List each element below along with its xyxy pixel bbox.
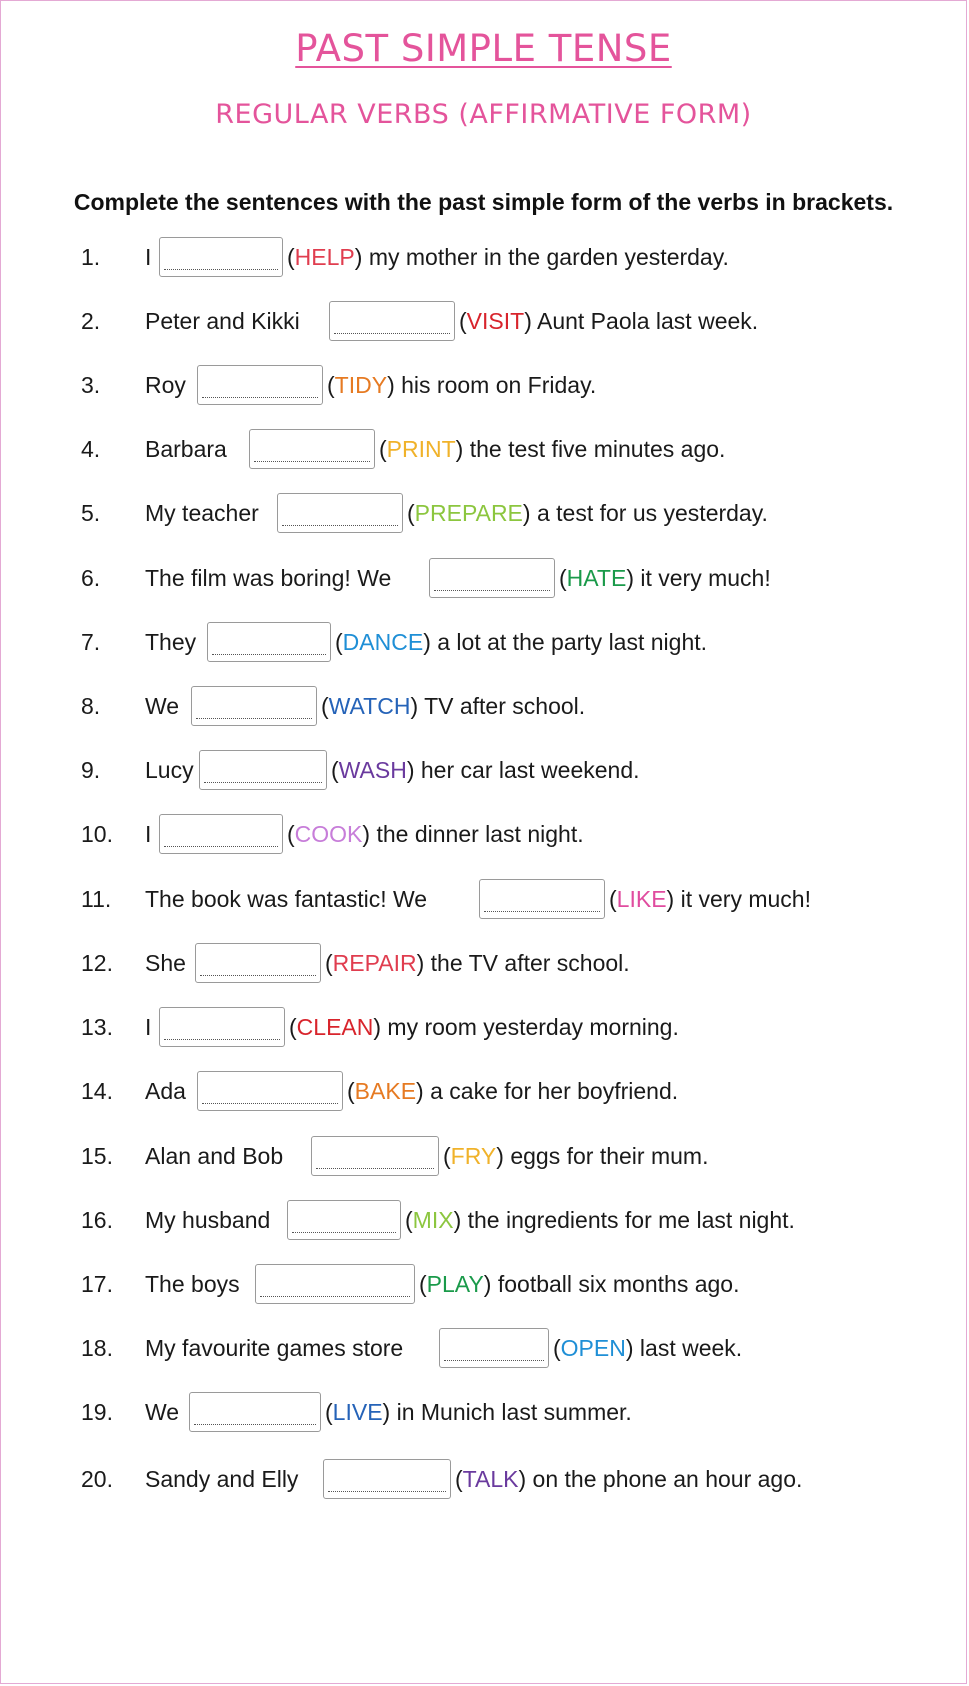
sentence-rest: on the phone an hour ago. xyxy=(526,1466,803,1492)
exercise-item xyxy=(1,495,968,531)
sentence-end: (HELP) my mother in the garden yesterday. xyxy=(287,244,729,270)
sentence-start: Roy xyxy=(145,372,186,398)
sentence-rest: a test for us yesterday. xyxy=(530,500,768,526)
answer-input[interactable] xyxy=(287,1200,401,1240)
sentence-start: Alan and Bob xyxy=(145,1143,284,1169)
item-number: 8. xyxy=(81,693,101,719)
sentence-end: (PRINT) the test five minutes ago. xyxy=(379,436,726,462)
sentence-end: (PREPARE) a test for us yesterday. xyxy=(407,500,768,526)
item-number: 11. xyxy=(81,886,112,912)
verb-in-brackets: PLAY xyxy=(426,1271,484,1297)
answer-input[interactable] xyxy=(439,1328,549,1368)
worksheet-title: PAST SIMPLE TENSE xyxy=(295,27,672,70)
item-number: 4. xyxy=(81,436,101,462)
verb-in-brackets: DANCE xyxy=(342,629,424,655)
sentence-rest: TV after school. xyxy=(418,693,586,719)
verb-in-brackets: COOK xyxy=(294,821,363,847)
sentence-end: (VISIT) Aunt Paola last week. xyxy=(459,308,759,334)
answer-input[interactable] xyxy=(207,622,331,662)
sentence-start: The film was boring! We xyxy=(145,565,392,591)
exercise-item xyxy=(1,881,968,917)
sentence-end: (WATCH) TV after school. xyxy=(321,693,586,719)
item-number: 13. xyxy=(81,1014,113,1040)
sentence-start: We xyxy=(145,1399,180,1425)
verb-in-brackets: BAKE xyxy=(354,1078,417,1104)
sentence-end: (TIDY) his room on Friday. xyxy=(327,372,597,398)
verb-in-brackets: WASH xyxy=(338,757,407,783)
item-number: 18. xyxy=(81,1335,113,1361)
exercise-item xyxy=(1,1330,968,1366)
sentence-end: (CLEAN) my room yesterday morning. xyxy=(289,1014,679,1040)
answer-input[interactable] xyxy=(159,237,283,277)
answer-input[interactable] xyxy=(195,943,321,983)
sentence-rest: the TV after school. xyxy=(424,950,630,976)
verb-in-brackets: PREPARE xyxy=(414,500,523,526)
answer-input[interactable] xyxy=(323,1459,451,1499)
sentence-end: (LIKE) it very much! xyxy=(609,886,811,912)
exercise-item xyxy=(1,816,968,852)
sentence-end: (BAKE) a cake for her boyfriend. xyxy=(347,1078,679,1104)
item-number: 5. xyxy=(81,500,101,526)
answer-input[interactable] xyxy=(249,429,375,469)
sentence-rest: his room on Friday. xyxy=(394,372,597,398)
verb-in-brackets: PRINT xyxy=(386,436,456,462)
item-number: 2. xyxy=(81,308,101,334)
answer-input[interactable] xyxy=(255,1264,415,1304)
verb-in-brackets: HATE xyxy=(566,565,627,591)
exercise-item xyxy=(1,1138,968,1174)
item-number: 12. xyxy=(81,950,113,976)
sentence-end: (FRY) eggs for their mum. xyxy=(443,1143,709,1169)
sentence-rest: my room yesterday morning. xyxy=(381,1014,679,1040)
item-number: 16. xyxy=(81,1207,113,1233)
exercise-item xyxy=(1,560,968,596)
exercise-item xyxy=(1,303,968,339)
exercise-item xyxy=(1,624,968,660)
verb-in-brackets: OPEN xyxy=(560,1335,626,1361)
item-number: 1. xyxy=(81,244,101,270)
sentence-rest: in Munich last summer. xyxy=(390,1399,632,1425)
verb-in-brackets: LIKE xyxy=(616,886,667,912)
sentence-start: I xyxy=(145,244,152,270)
sentence-rest: a lot at the party last night. xyxy=(430,629,708,655)
sentence-rest: it very much! xyxy=(674,886,811,912)
item-number: 6. xyxy=(81,565,101,591)
sentence-end: (TALK) on the phone an hour ago. xyxy=(455,1466,803,1492)
sentence-end: (COOK) the dinner last night. xyxy=(287,821,584,847)
sentence-start: My husband xyxy=(145,1207,271,1233)
sentence-start: Ada xyxy=(145,1078,186,1104)
exercise-item xyxy=(1,752,968,788)
sentence-start: My favourite games store xyxy=(145,1335,404,1361)
sentence-end: (REPAIR) the TV after school. xyxy=(325,950,630,976)
answer-input[interactable] xyxy=(329,301,455,341)
sentence-start: Barbara xyxy=(145,436,227,462)
item-number: 19. xyxy=(81,1399,113,1425)
sentence-start: The book was fantastic! We xyxy=(145,886,428,912)
sentence-start: The boys xyxy=(145,1271,240,1297)
sentence-start: She xyxy=(145,950,186,976)
sentence-rest: eggs for their mum. xyxy=(503,1143,709,1169)
item-number: 7. xyxy=(81,629,101,655)
answer-input[interactable] xyxy=(199,750,327,790)
sentence-rest: her car last weekend. xyxy=(414,757,640,783)
item-number: 9. xyxy=(81,757,101,783)
verb-in-brackets: CLEAN xyxy=(296,1014,374,1040)
verb-in-brackets: REPAIR xyxy=(332,950,417,976)
item-number: 3. xyxy=(81,372,101,398)
sentence-end: (LIVE) in Munich last summer. xyxy=(325,1399,632,1425)
sentence-end: (DANCE) a lot at the party last night. xyxy=(335,629,708,655)
sentence-start: I xyxy=(145,1014,152,1040)
sentence-start: Sandy and Elly xyxy=(145,1466,299,1492)
sentence-end: (MIX) the ingredients for me last night. xyxy=(405,1207,795,1233)
exercise-item xyxy=(1,1461,968,1497)
sentence-start: Peter and Kikki xyxy=(145,308,300,334)
verb-in-brackets: LIVE xyxy=(332,1399,383,1425)
sentence-rest: Aunt Paola last week. xyxy=(531,308,759,334)
item-number: 10. xyxy=(81,821,113,847)
sentence-end: (OPEN) last week. xyxy=(553,1335,743,1361)
item-number: 14. xyxy=(81,1078,113,1104)
sentence-start: Lucy xyxy=(145,757,194,783)
exercise-item xyxy=(1,1073,968,1109)
sentence-start: My teacher xyxy=(145,500,259,526)
answer-input[interactable] xyxy=(429,558,555,598)
sentence-start: They xyxy=(145,629,197,655)
item-number: 15. xyxy=(81,1143,113,1169)
sentence-rest: football six months ago. xyxy=(491,1271,740,1297)
sentence-rest: it very much! xyxy=(633,565,771,591)
answer-input[interactable] xyxy=(311,1136,439,1176)
answer-input[interactable] xyxy=(191,686,317,726)
sentence-rest: a cake for her boyfriend. xyxy=(423,1078,679,1104)
sentence-end: (PLAY) football six months ago. xyxy=(419,1271,740,1297)
exercise-item xyxy=(1,367,968,403)
exercise-item xyxy=(1,239,968,275)
item-number: 20. xyxy=(81,1466,113,1492)
exercise-item xyxy=(1,945,968,981)
sentence-rest: the test five minutes ago. xyxy=(463,436,726,462)
item-number: 17. xyxy=(81,1271,113,1297)
answer-input[interactable] xyxy=(277,493,403,533)
verb-in-brackets: WATCH xyxy=(328,693,411,719)
sentence-rest: the ingredients for me last night. xyxy=(461,1207,795,1233)
exercise-item xyxy=(1,1202,968,1238)
sentence-end: (WASH) her car last weekend. xyxy=(331,757,640,783)
verb-in-brackets: VISIT xyxy=(466,308,525,334)
sentence-rest: my mother in the garden yesterday. xyxy=(362,244,729,270)
exercise-item xyxy=(1,1266,968,1302)
exercise-item xyxy=(1,1009,968,1045)
answer-input[interactable] xyxy=(197,1071,343,1111)
answer-input[interactable] xyxy=(479,879,605,919)
answer-input[interactable] xyxy=(189,1392,321,1432)
instruction-text: Complete the sentences with the past simple form of the verbs in brackets. xyxy=(73,189,894,215)
exercise-item xyxy=(1,688,968,724)
verb-in-brackets: MIX xyxy=(412,1207,454,1233)
sentence-end: (HATE) it very much! xyxy=(559,565,771,591)
sentence-rest: last week. xyxy=(633,1335,743,1361)
verb-in-brackets: TIDY xyxy=(334,372,388,398)
worksheet-subtitle: REGULAR VERBS (AFFIRMATIVE FORM) xyxy=(215,99,752,130)
verb-in-brackets: HELP xyxy=(294,244,355,270)
sentence-start: We xyxy=(145,693,180,719)
answer-input[interactable] xyxy=(159,1007,285,1047)
verb-in-brackets: TALK xyxy=(462,1466,519,1492)
answer-input[interactable] xyxy=(159,814,283,854)
verb-in-brackets: FRY xyxy=(450,1143,497,1169)
sentence-rest: the dinner last night. xyxy=(370,821,584,847)
answer-input[interactable] xyxy=(197,365,323,405)
exercise-item xyxy=(1,1394,968,1430)
exercise-item xyxy=(1,431,968,467)
sentence-start: I xyxy=(145,821,152,847)
